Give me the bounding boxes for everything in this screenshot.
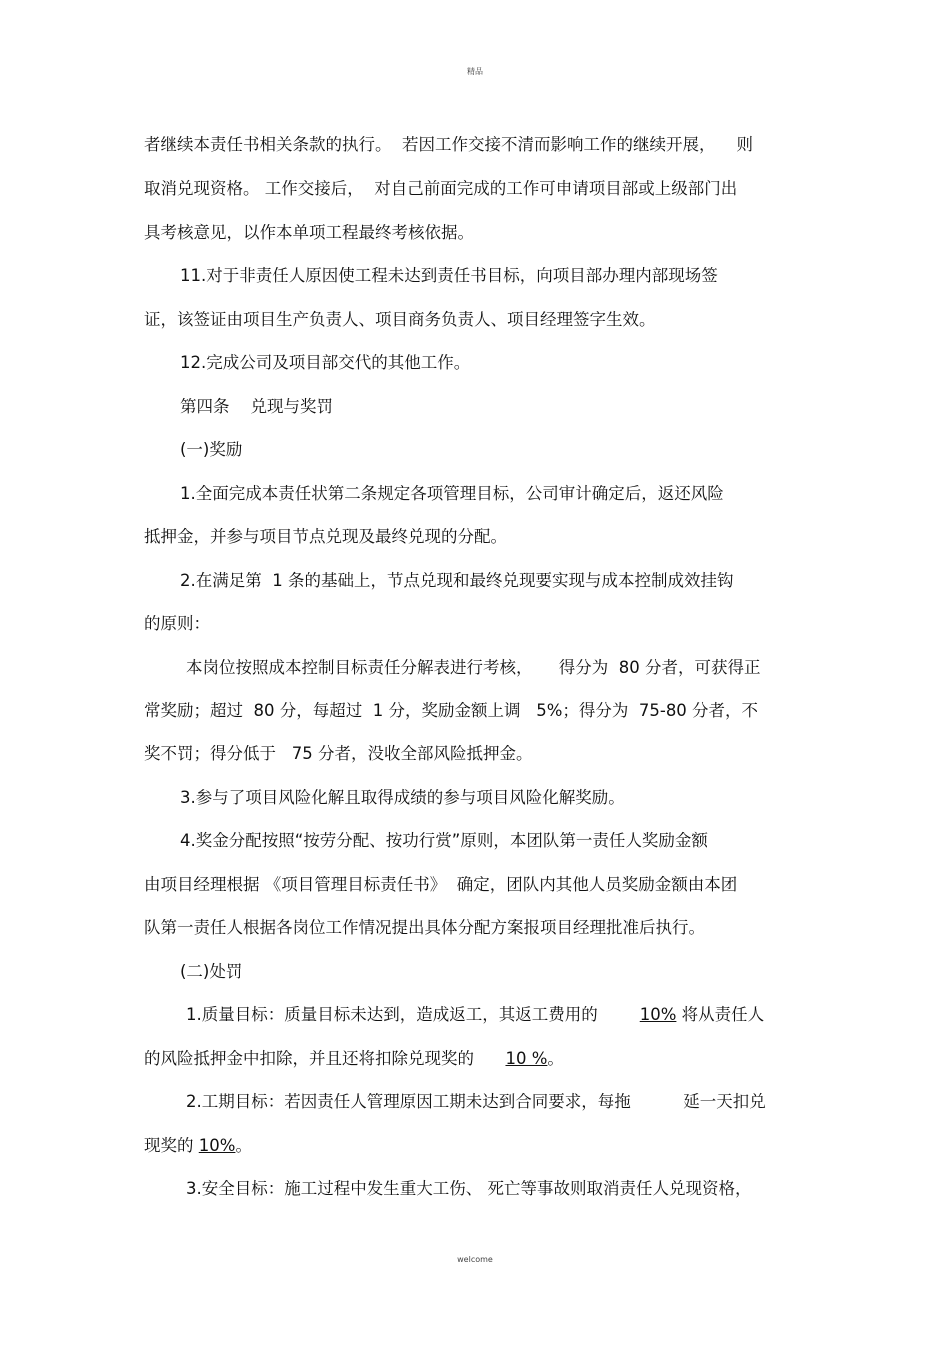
text-line: 3.参与了项目风险化解且取得成绩的参与项目风险化解奖励。 (180, 788, 625, 807)
text-line: 11.对于非责任人原因使工程未达到责任书目标，向项目部办理内部现场签 (180, 266, 718, 285)
text-line: 抵押金，并参与项目节点兑现及最终兑现的分配。 (144, 527, 507, 546)
text-line: 12.完成公司及项目部交代的其他工作。 (180, 353, 471, 372)
text-line: 2.工期目标：若因责任人管理原因工期未达到合同要求，每拖 延一天扣兑 (186, 1092, 766, 1111)
text-line: 队第一责任人根据各岗位工作情况提出具体分配方案报项目经理批准后执行。 (144, 918, 705, 937)
text-line: 3.安全目标：施工过程中发生重大工伤、 死亡等事故则取消责任人兑现资格， (186, 1179, 752, 1198)
text-line: 2.在满足第 1 条的基础上，节点兑现和最终兑现要实现与成本控制成效挂钩 (180, 571, 734, 590)
text-line: 取消兑现资格。 工作交接后， 对自己前面完成的工作可申请项目部或上级部门出 (144, 179, 738, 198)
text-line: 者继续本责任书相关条款的执行。 若因工作交接不清而影响工作的继续开展， 则 (144, 135, 753, 154)
text-line: 4.奖金分配按照“按劳分配、按功行赏”原则，本团队第一责任人奖励金额 (180, 831, 708, 850)
text-line: 本岗位按照成本控制目标责任分解表进行考核， 得分为 80 分者，可获得正 (186, 658, 761, 677)
text-line: 现奖的 10%。 (144, 1136, 252, 1155)
text-line: 1.质量目标：质量目标未达到，造成返工，其返工费用的 10% 将从责任人 (186, 1005, 765, 1024)
underlined-percent: 10% (639, 1005, 677, 1024)
page-footer: welcome (457, 1255, 493, 1264)
subsection-heading: (一)奖励 (180, 440, 243, 459)
text-line: 奖不罚；得分低于 75 分者，没收全部风险抵押金。 (144, 744, 533, 763)
underlined-percent: 10% (198, 1136, 236, 1155)
text-line: 证，该签证由项目生产负责人、项目商务负责人、项目经理签字生效。 (144, 310, 656, 329)
text-line: 1.全面完成本责任状第二条规定各项管理目标，公司审计确定后，返还风险 (180, 484, 724, 503)
text-line: 常奖励；超过 80 分，每超过 1 分，奖励金额上调 5%；得分为 75-80 分者，不 (144, 701, 759, 720)
text-line: 具考核意见，以作本单项工程最终考核依据。 (144, 223, 474, 242)
underlined-percent: 10 % (505, 1049, 548, 1068)
subsection-heading: (二)处罚 (180, 962, 243, 981)
page-header: 精品 (467, 67, 483, 76)
text-line: 的风险抵押金中扣除，并且还将扣除兑现奖的 10 %。 (144, 1049, 564, 1068)
text-line: 的原则： (144, 614, 210, 633)
text-line: 由项目经理根据 《项目管理目标责任书》 确定，团队内其他人员奖励金额由本团 (144, 875, 738, 894)
section-heading: 第四条 兑现与奖罚 (180, 397, 333, 416)
